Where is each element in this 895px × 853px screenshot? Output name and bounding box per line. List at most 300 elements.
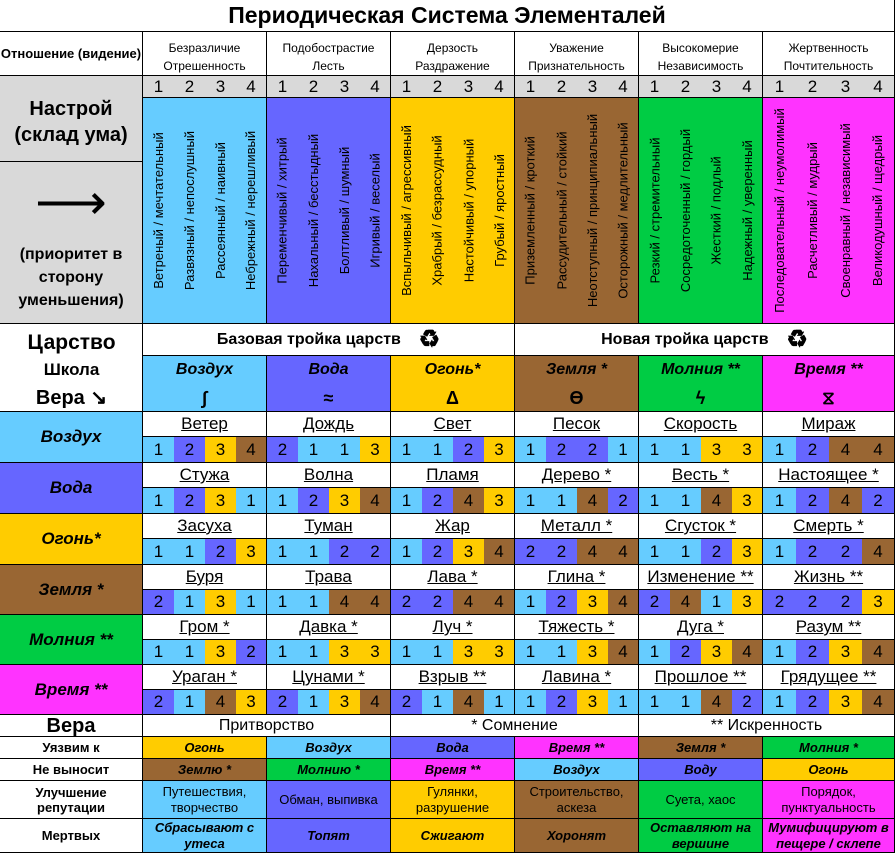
element-value: 2 xyxy=(763,590,796,615)
hate-value: Землю * xyxy=(143,759,267,781)
element-value: 3 xyxy=(577,640,608,665)
mood-number: 4 xyxy=(608,76,639,98)
element-name: Взрыв ** xyxy=(391,665,515,690)
element-value: 2 xyxy=(829,539,862,565)
element-name: Туман xyxy=(267,514,391,539)
mood-label-text: Переменчивый / хитрый xyxy=(275,137,291,284)
mood-label-text: Небрежный / нерешливый xyxy=(243,130,259,291)
arrow-icon: ⟶ xyxy=(0,162,143,242)
mood-number: 4 xyxy=(484,76,515,98)
element-name: Тяжесть * xyxy=(515,615,639,640)
element-value: 1 xyxy=(763,640,796,665)
element-value: 1 xyxy=(174,539,205,565)
rep-value: Гулянки, разрушение xyxy=(391,781,515,819)
element-value: 2 xyxy=(546,690,577,715)
mood-number: 2 xyxy=(174,76,205,98)
element-value: 1 xyxy=(763,488,796,514)
element-value: 1 xyxy=(298,539,329,565)
mood-text xyxy=(453,98,484,324)
mood-text xyxy=(298,98,329,324)
mood-number: 2 xyxy=(422,76,453,98)
element-name: Луч * xyxy=(391,615,515,640)
mood-number: 1 xyxy=(515,76,546,98)
element-name: Песок xyxy=(515,412,639,437)
faith-row-label: Воздух xyxy=(0,412,143,463)
page-title: Периодическая Система Элементалей xyxy=(0,0,895,32)
element-value: 4 xyxy=(701,488,732,514)
triad-base: Базовая тройка царств ♻ xyxy=(143,324,515,356)
element-value: 4 xyxy=(608,539,639,565)
element-value: 1 xyxy=(422,437,453,463)
element-value: 2 xyxy=(796,590,829,615)
element-value: 4 xyxy=(862,539,895,565)
mood-text xyxy=(732,98,763,324)
mood-number: 4 xyxy=(360,76,391,98)
element-value: 4 xyxy=(670,590,701,615)
mood-text xyxy=(796,98,829,324)
element-value: 3 xyxy=(732,590,763,615)
element-value: 2 xyxy=(701,539,732,565)
element-name: Грядущее ** xyxy=(763,665,895,690)
element-value: 2 xyxy=(298,488,329,514)
element-name: Пламя xyxy=(391,463,515,488)
hate-value: Воду xyxy=(639,759,763,781)
rep-value: Обман, выпивка xyxy=(267,781,391,819)
dead-value: Сбрасывают с утеса xyxy=(143,819,267,853)
mood-text xyxy=(862,98,895,324)
rep-value: Строительство, аскеза xyxy=(515,781,639,819)
mood-text xyxy=(608,98,639,324)
element-value: 1 xyxy=(143,437,174,463)
element-value: 1 xyxy=(546,640,577,665)
mood-text xyxy=(701,98,732,324)
faith-row-label: Огонь* xyxy=(0,514,143,565)
element-value: 1 xyxy=(515,640,546,665)
kingdom-label: Царство xyxy=(27,331,116,354)
element-name: Лава * xyxy=(391,565,515,590)
rep-value: Порядок, пунктуальность xyxy=(763,781,895,819)
mood-text xyxy=(546,98,577,324)
mood-label-text: Рассудительный / стойкий xyxy=(554,131,570,290)
element-value: 2 xyxy=(608,488,639,514)
hate-value: Огонь xyxy=(763,759,895,781)
element-value: 3 xyxy=(329,690,360,715)
faith-label: Вера ↘ xyxy=(35,387,108,409)
element-value: 2 xyxy=(422,590,453,615)
element-value: 1 xyxy=(174,640,205,665)
element-value: 2 xyxy=(829,590,862,615)
element-value: 3 xyxy=(484,437,515,463)
element-value: 1 xyxy=(267,640,298,665)
hate-value: Молнию * xyxy=(267,759,391,781)
school-symbol: ϟ xyxy=(695,387,706,408)
element-value: 2 xyxy=(639,590,670,615)
element-value: 1 xyxy=(267,488,298,514)
faith-row-label: Земля * xyxy=(0,565,143,615)
element-value: 4 xyxy=(608,640,639,665)
mood-label-text: Сосредоточенный / гордый xyxy=(678,128,693,293)
school-symbol: ϴ xyxy=(569,387,584,408)
mood-label-text: Жесткий / подлый xyxy=(709,156,724,265)
element-value: 1 xyxy=(391,437,422,463)
mood-number: 2 xyxy=(298,76,329,98)
element-value: 4 xyxy=(236,437,267,463)
mood-number: 1 xyxy=(639,76,670,98)
element-value: 4 xyxy=(484,539,515,565)
element-value: 2 xyxy=(546,437,577,463)
element-value: 3 xyxy=(862,590,895,615)
mood-label-text: Болтливый / шумный xyxy=(337,146,352,275)
school-symbol: ≈ xyxy=(323,387,334,408)
element-value: 1 xyxy=(670,488,701,514)
mood-text xyxy=(829,98,862,324)
mood-number: 4 xyxy=(862,76,895,98)
school-symbol: ⧖ xyxy=(822,387,835,408)
school-name: Вода xyxy=(308,361,349,378)
element-value: 4 xyxy=(205,690,236,715)
element-value: 3 xyxy=(829,690,862,715)
mood-label-text: Осторожный / медлительный xyxy=(615,122,631,299)
element-name: Дождь xyxy=(267,412,391,437)
element-value: 1 xyxy=(608,690,639,715)
dead-value: Оставляют на вершине xyxy=(639,819,763,853)
mood-label-text: Своенравный / независимый xyxy=(838,123,853,298)
mood-text xyxy=(391,98,422,324)
mood-text xyxy=(329,98,360,324)
element-value: 1 xyxy=(639,488,670,514)
element-name: Волна xyxy=(267,463,391,488)
element-value: 1 xyxy=(267,590,298,615)
element-name: Мираж xyxy=(763,412,895,437)
element-value: 1 xyxy=(515,590,546,615)
mood-number: 3 xyxy=(329,76,360,98)
dead-value: Топят xyxy=(267,819,391,853)
element-value: 2 xyxy=(391,690,422,715)
element-name: Ураган * xyxy=(143,665,267,690)
element-value: 3 xyxy=(360,640,391,665)
element-value: 2 xyxy=(453,437,484,463)
school-header xyxy=(763,356,895,412)
school-header xyxy=(639,356,763,412)
faith-row-label: Вода xyxy=(0,463,143,514)
mood-number: 3 xyxy=(829,76,862,98)
school-name: Воздух xyxy=(175,361,234,378)
dead-label: Мертвых xyxy=(0,819,143,853)
element-value: 2 xyxy=(577,437,608,463)
school-name: Молния ** xyxy=(661,361,740,378)
element-value: 1 xyxy=(515,437,546,463)
element-value: 3 xyxy=(329,640,360,665)
element-value: 3 xyxy=(732,488,763,514)
element-value: 2 xyxy=(670,640,701,665)
vuln-label: Уязвим к xyxy=(0,737,143,759)
element-value: 1 xyxy=(236,590,267,615)
element-value: 2 xyxy=(796,437,829,463)
element-value: 3 xyxy=(205,640,236,665)
element-value: 1 xyxy=(515,488,546,514)
element-value: 2 xyxy=(422,539,453,565)
element-name: Свет xyxy=(391,412,515,437)
element-value: 1 xyxy=(422,690,453,715)
faith-pretend: Притворство xyxy=(143,715,391,737)
element-value: 2 xyxy=(796,488,829,514)
element-value: 2 xyxy=(205,539,236,565)
element-value: 4 xyxy=(577,539,608,565)
element-value: 2 xyxy=(515,539,546,565)
mood-label-text: Вспыльчивый / агрессивный xyxy=(399,125,414,296)
hate-value: Время ** xyxy=(391,759,515,781)
element-name: Гром * xyxy=(143,615,267,640)
element-value: 1 xyxy=(329,437,360,463)
element-name: Лавина * xyxy=(515,665,639,690)
school-label: Школа xyxy=(43,360,100,379)
school-name: Время ** xyxy=(794,361,863,378)
dead-value: Мумифицируют в пещере / склепе xyxy=(763,819,895,853)
element-value: 1 xyxy=(639,437,670,463)
element-name: Прошлое ** xyxy=(639,665,763,690)
mood-text xyxy=(174,98,205,324)
element-name: Засуха xyxy=(143,514,267,539)
mood-label: Настрой (склад ума) xyxy=(0,82,143,162)
element-value: 3 xyxy=(732,539,763,565)
element-value: 1 xyxy=(143,539,174,565)
priority-label: (приоритет в сторону уменьшения) xyxy=(0,232,143,324)
element-value: 1 xyxy=(763,437,796,463)
school-header xyxy=(391,356,515,412)
mood-label-text: Ветреный / мечтательный xyxy=(151,132,167,289)
element-value: 1 xyxy=(608,437,639,463)
rep-label: Улучшение репутации xyxy=(0,781,143,819)
element-value: 1 xyxy=(763,539,796,565)
mood-text xyxy=(670,98,701,324)
element-value: 4 xyxy=(453,690,484,715)
element-value: 3 xyxy=(829,640,862,665)
element-value: 1 xyxy=(267,539,298,565)
element-value: 4 xyxy=(608,590,639,615)
element-value: 1 xyxy=(391,539,422,565)
mood-number: 1 xyxy=(391,76,422,98)
element-value: 3 xyxy=(360,437,391,463)
element-value: 1 xyxy=(174,690,205,715)
element-value: 1 xyxy=(391,488,422,514)
faith-doubt: * Сомнение xyxy=(391,715,639,737)
element-value: 3 xyxy=(205,488,236,514)
element-value: 4 xyxy=(577,488,608,514)
element-value: 4 xyxy=(862,640,895,665)
element-value: 3 xyxy=(236,539,267,565)
element-name: Настоящее * xyxy=(763,463,895,488)
mood-number: 2 xyxy=(796,76,829,98)
element-value: 4 xyxy=(732,640,763,665)
element-value: 4 xyxy=(329,590,360,615)
element-name: Сгусток * xyxy=(639,514,763,539)
element-value: 3 xyxy=(453,539,484,565)
hate-value: Воздух xyxy=(515,759,639,781)
element-name: Разум ** xyxy=(763,615,895,640)
element-value: 4 xyxy=(829,488,862,514)
mood-text xyxy=(422,98,453,324)
vuln-value: Огонь xyxy=(143,737,267,759)
element-value: 1 xyxy=(143,488,174,514)
faith-row-label: Время ** xyxy=(0,665,143,715)
element-value: 3 xyxy=(577,590,608,615)
school-header xyxy=(267,356,391,412)
rep-value: Путешествия, творчество xyxy=(143,781,267,819)
element-value: 3 xyxy=(484,488,515,514)
mood-number: 1 xyxy=(143,76,174,98)
element-value: 1 xyxy=(639,640,670,665)
recycle-icon: ♻ xyxy=(418,326,441,353)
element-value: 3 xyxy=(701,640,732,665)
element-value: 4 xyxy=(453,590,484,615)
mood-number: 3 xyxy=(577,76,608,98)
mood-number: 1 xyxy=(267,76,298,98)
faith-sincere: ** Искренность xyxy=(639,715,895,737)
rep-value: Суета, хаос xyxy=(639,781,763,819)
element-value: 1 xyxy=(236,488,267,514)
element-value: 2 xyxy=(360,539,391,565)
element-value: 2 xyxy=(174,488,205,514)
school-symbol: ∫ xyxy=(202,387,207,408)
element-value: 3 xyxy=(205,437,236,463)
element-value: 2 xyxy=(174,437,205,463)
mood-text xyxy=(267,98,298,324)
element-value: 1 xyxy=(298,437,329,463)
mood-label-text: Надежный / уверенный xyxy=(739,140,755,281)
faith-row-label: Молния ** xyxy=(0,615,143,665)
faith-bottom-label: Вера xyxy=(0,715,143,737)
mood-number: 3 xyxy=(205,76,236,98)
element-name: Трава xyxy=(267,565,391,590)
element-value: 1 xyxy=(670,539,701,565)
mood-text xyxy=(360,98,391,324)
element-value: 3 xyxy=(329,488,360,514)
mood-number: 2 xyxy=(546,76,577,98)
element-value: 1 xyxy=(391,640,422,665)
element-name: Смерть * xyxy=(763,514,895,539)
element-name: Ветер xyxy=(143,412,267,437)
school-name: Земля * xyxy=(545,361,608,378)
element-value: 2 xyxy=(267,690,298,715)
triad-new: Новая тройка царств ♻ xyxy=(515,324,895,356)
mood-label-text: Приземленный / кроткий xyxy=(523,136,538,285)
relation-header: Уважение Признательность xyxy=(515,32,639,76)
element-value: 3 xyxy=(577,690,608,715)
mood-label-text: Настойчивый / упорный xyxy=(461,138,476,283)
mood-text xyxy=(639,98,670,324)
relation-header: Подобострастие Лесть xyxy=(267,32,391,76)
mood-label-text: Резкий / стремительный xyxy=(647,137,663,284)
element-value: 4 xyxy=(453,488,484,514)
element-value: 1 xyxy=(298,690,329,715)
element-name: Жар xyxy=(391,514,515,539)
school-header xyxy=(143,356,267,412)
element-value: 1 xyxy=(484,690,515,715)
mood-text xyxy=(484,98,515,324)
element-value: 1 xyxy=(298,590,329,615)
mood-number: 4 xyxy=(732,76,763,98)
element-value: 2 xyxy=(236,640,267,665)
element-value: 4 xyxy=(829,437,862,463)
element-value: 3 xyxy=(453,640,484,665)
element-value: 1 xyxy=(546,488,577,514)
mood-text xyxy=(515,98,546,324)
element-value: 1 xyxy=(515,690,546,715)
element-name: Давка * xyxy=(267,615,391,640)
element-value: 3 xyxy=(205,590,236,615)
element-value: 1 xyxy=(670,437,701,463)
mood-text xyxy=(143,98,174,324)
element-value: 4 xyxy=(701,690,732,715)
vuln-value: Земля * xyxy=(639,737,763,759)
vuln-value: Молния * xyxy=(763,737,895,759)
mood-label-text: Развязный / непослушный xyxy=(182,130,197,291)
element-value: 1 xyxy=(422,640,453,665)
element-value: 1 xyxy=(639,690,670,715)
element-name: Жизнь ** xyxy=(763,565,895,590)
vuln-value: Вода xyxy=(391,737,515,759)
element-value: 4 xyxy=(862,437,895,463)
element-value: 4 xyxy=(360,590,391,615)
relation-header: Безразличие Отрешенность xyxy=(143,32,267,76)
mood-label-text: Неотступный / принципиальный xyxy=(585,113,601,308)
dead-value: Сжигают xyxy=(391,819,515,853)
element-value: 1 xyxy=(639,539,670,565)
element-value: 2 xyxy=(796,690,829,715)
element-value: 4 xyxy=(862,690,895,715)
element-name: Дерево * xyxy=(515,463,639,488)
element-value: 4 xyxy=(360,690,391,715)
element-name: Дуга * xyxy=(639,615,763,640)
element-value: 1 xyxy=(174,590,205,615)
element-value: 3 xyxy=(701,437,732,463)
mood-label-text: Великодушный / щедрый xyxy=(870,134,886,287)
school-header xyxy=(515,356,639,412)
element-name: Глина * xyxy=(515,565,639,590)
element-value: 1 xyxy=(701,590,732,615)
school-symbol: Δ xyxy=(446,387,459,408)
element-value: 2 xyxy=(546,539,577,565)
mood-number: 1 xyxy=(763,76,796,98)
relation-header: Высокомерие Независимость xyxy=(639,32,763,76)
mood-text xyxy=(205,98,236,324)
element-value: 2 xyxy=(796,640,829,665)
element-value: 2 xyxy=(422,488,453,514)
mood-text xyxy=(577,98,608,324)
element-value: 1 xyxy=(143,640,174,665)
element-name: Металл * xyxy=(515,514,639,539)
mood-text xyxy=(236,98,267,324)
element-name: Весть * xyxy=(639,463,763,488)
hate-label: Не выносит xyxy=(0,759,143,781)
vuln-value: Воздух xyxy=(267,737,391,759)
element-value: 1 xyxy=(763,690,796,715)
element-value: 2 xyxy=(732,690,763,715)
mood-label-text: Последовательный / неумолимый xyxy=(772,108,788,313)
mood-number: 2 xyxy=(670,76,701,98)
element-value: 3 xyxy=(236,690,267,715)
element-value: 3 xyxy=(484,640,515,665)
vuln-value: Время ** xyxy=(515,737,639,759)
relation-label: Отношение (видение) xyxy=(0,32,143,76)
element-value: 3 xyxy=(732,437,763,463)
relation-header: Дерзость Раздражение xyxy=(391,32,515,76)
element-value: 2 xyxy=(546,590,577,615)
relation-header: Жертвенность Почтительность xyxy=(763,32,895,76)
dead-value: Хоронят xyxy=(515,819,639,853)
mood-label-text: Рассеянный / наивный xyxy=(213,142,228,279)
element-value: 4 xyxy=(484,590,515,615)
